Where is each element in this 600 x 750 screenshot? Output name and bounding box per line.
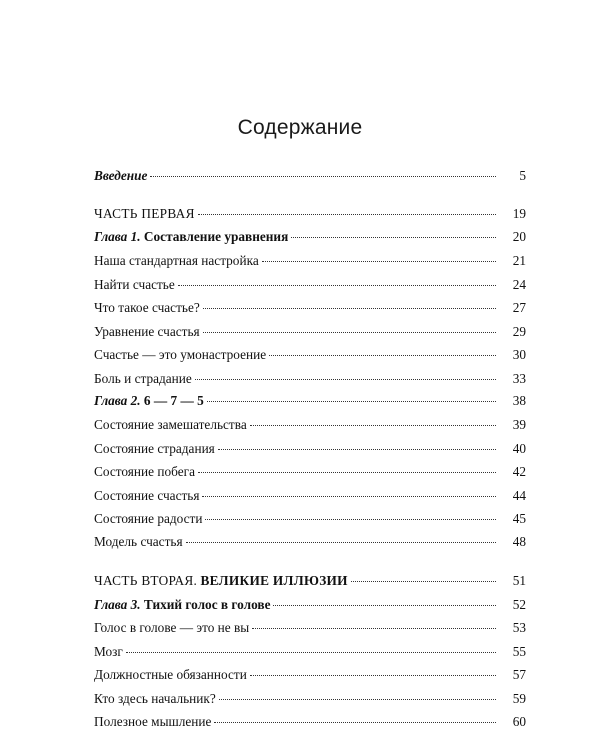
chapter-title: Составление уравнения	[143, 229, 289, 244]
page-number: 24	[512, 277, 526, 292]
toc-entry-introduction	[94, 167, 526, 185]
leader-dots	[186, 530, 496, 543]
chapter-title: Тихий голос в голове	[143, 597, 271, 612]
entry-label: Счастье — это умонастроение	[94, 347, 267, 362]
entry-label: Состояние счастья	[94, 488, 200, 503]
entry-label: Голос в голове — это не вы	[94, 620, 250, 635]
toc-entry	[94, 619, 526, 637]
page-number: 33	[512, 371, 526, 386]
page-number: 59	[512, 691, 526, 706]
toc-entry-chapter-3	[94, 596, 526, 614]
toc-entry	[94, 440, 526, 458]
leader-dots	[150, 164, 496, 177]
toc-entry	[94, 690, 526, 708]
chapter-prefix: Глава 1.	[94, 229, 141, 244]
entry-label: Введение	[94, 168, 148, 183]
leader-dots	[126, 640, 496, 653]
page-number: 48	[512, 534, 526, 549]
entry-label: Состояние замешательства	[94, 417, 247, 432]
toc-entry	[94, 299, 526, 317]
page-number: 52	[512, 597, 526, 612]
page-number: 39	[512, 417, 526, 432]
toc-entry	[94, 533, 526, 551]
leader-dots	[178, 273, 496, 286]
entry-label: Полезное мышление	[94, 714, 212, 729]
leader-dots	[207, 389, 496, 402]
part-prefix: ЧАСТЬ ВТОРАЯ.	[94, 573, 198, 588]
toc-entry	[94, 713, 526, 731]
leader-dots	[250, 663, 496, 676]
entry-label: Наша стандартная настройка	[94, 253, 259, 268]
toc-entry	[94, 276, 526, 294]
toc-entry	[94, 346, 526, 364]
chapter-title: 6 — 7 — 5	[143, 393, 204, 408]
toc-entry	[94, 487, 526, 505]
toc-entry	[94, 370, 526, 388]
entry-label: Мозг	[94, 644, 123, 659]
entry-label: Что такое счастье?	[94, 300, 200, 315]
page-number: 40	[512, 441, 526, 456]
leader-dots	[218, 437, 496, 450]
toc-entry-part-two	[94, 572, 526, 590]
page-number: 29	[512, 324, 526, 339]
toc-entry	[94, 666, 526, 684]
toc-entry	[94, 510, 526, 528]
toc-entry	[94, 252, 526, 270]
leader-dots	[203, 296, 496, 309]
leader-dots	[250, 413, 496, 426]
leader-dots	[205, 507, 496, 520]
leader-dots	[214, 710, 496, 723]
entry-label	[94, 228, 288, 246]
page-number: 55	[512, 644, 526, 659]
toc-entry-chapter-1	[94, 228, 526, 246]
toc-entry	[94, 416, 526, 434]
part-title: ВЕЛИКИЕ ИЛЛЮЗИИ	[200, 573, 348, 588]
page-number: 44	[512, 488, 526, 503]
entry-label: Состояние страдания	[94, 441, 215, 456]
toc-entry-chapter-2	[94, 392, 526, 410]
leader-dots	[269, 343, 496, 356]
entry-label: Состояние побега	[94, 464, 195, 479]
leader-dots	[202, 484, 496, 497]
page-number: 30	[512, 347, 526, 362]
page-number: 38	[512, 393, 526, 408]
page-number: 27	[512, 300, 526, 315]
chapter-prefix: Глава 3.	[94, 597, 141, 612]
chapter-prefix: Глава 2.	[94, 393, 141, 408]
entry-label: ЧАСТЬ ПЕРВАЯ	[94, 206, 195, 221]
entry-label: Модель счастья	[94, 534, 183, 549]
entry-label: Найти счастье	[94, 277, 175, 292]
leader-dots	[203, 320, 496, 333]
leader-dots	[195, 367, 496, 380]
entry-label	[94, 596, 270, 614]
page-title: Содержание	[237, 116, 363, 139]
entry-label	[94, 572, 348, 590]
page-number: 53	[512, 620, 526, 635]
page-number: 51	[512, 573, 526, 588]
leader-dots	[291, 225, 496, 238]
page-number: 45	[512, 511, 526, 526]
leader-dots	[273, 593, 496, 606]
page-number: 57	[512, 667, 526, 682]
entry-label: Должностные обязанности	[94, 667, 247, 682]
leader-dots	[198, 202, 496, 215]
leader-dots	[219, 687, 496, 700]
page-number: 20	[512, 229, 526, 244]
leader-dots	[252, 616, 496, 629]
page-number: 21	[512, 253, 526, 268]
toc-entry	[94, 643, 526, 661]
page-number: 42	[512, 464, 526, 479]
entry-label: Кто здесь начальник?	[94, 691, 216, 706]
leader-dots	[351, 569, 496, 582]
leader-dots	[262, 249, 496, 262]
page-number: 19	[512, 206, 526, 221]
toc-entry	[94, 323, 526, 341]
entry-label: Уравнение счастья	[94, 324, 200, 339]
leader-dots	[198, 460, 496, 473]
page-number: 60	[512, 714, 526, 729]
toc-entry-part-one	[94, 205, 526, 223]
toc-entry	[94, 463, 526, 481]
entry-label: Боль и страдание	[94, 371, 192, 386]
page-number: 5	[519, 168, 526, 183]
entry-label	[94, 392, 204, 410]
entry-label: Состояние радости	[94, 511, 203, 526]
